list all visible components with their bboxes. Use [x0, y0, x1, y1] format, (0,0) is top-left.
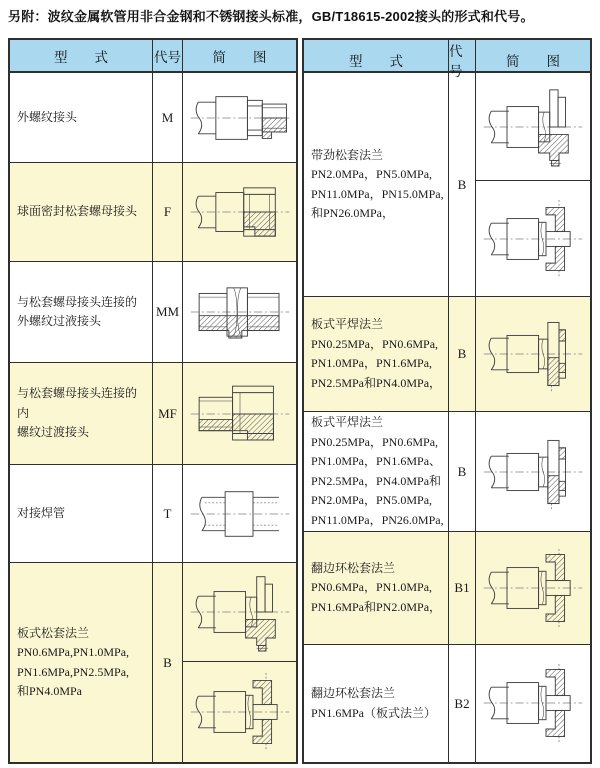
table-row [304, 645, 590, 762]
type-cell [304, 645, 449, 762]
male-male-adapter-diagram [183, 262, 296, 362]
type-line: 带劲松套法兰 [311, 147, 384, 162]
spherical-loose-nut-fitting-diagram [183, 163, 296, 261]
header-diagram: 简 图 [212, 49, 267, 65]
male-female-adapter-diagram [183, 363, 296, 464]
table-row [304, 532, 590, 645]
type-line: PN11.0MPa，PN26.0MPa, [311, 512, 444, 527]
type-line: PN1.6MPa,PN2.5MPa, [17, 664, 130, 679]
neck-loose-flange-front-diagram [476, 73, 590, 180]
plate-loose-flange-front-diagram [183, 563, 296, 661]
type-line: PN0.6MPa，PN1.0MPa, [311, 580, 433, 595]
type-line: PN2.0MPa，PN5.0MPa, [311, 493, 433, 507]
diagram-cell [183, 465, 296, 562]
type-cell [304, 73, 449, 296]
tables-wrap [8, 38, 592, 764]
diagram-cell [183, 262, 296, 362]
fitting-table-left [8, 38, 298, 764]
type-cell [10, 563, 153, 762]
diagram-cell [476, 412, 590, 531]
table-row [304, 297, 590, 412]
type-line: PN1.6MPa和PN2.0MPa， [311, 599, 442, 614]
page-note: 另附：波纹金属软管用非合金钢和不锈钢接头标准，GB/T18615-2002接头的形式和代号。 [8, 9, 534, 24]
plate-weld-flange-diagram [476, 412, 590, 531]
diagram-cell [183, 163, 296, 261]
type-line: 板式松套法兰 [17, 625, 90, 640]
type-line: 外螺纹过液接头 [17, 314, 102, 328]
code-cell: B [449, 412, 476, 531]
table-row [10, 465, 296, 563]
table-row [10, 163, 296, 262]
table-left-body [10, 73, 296, 762]
type-cell [10, 363, 153, 464]
type-cell [10, 262, 153, 362]
type-line: PN2.0MPa，PN5.0MPa, [311, 167, 433, 181]
type-line: PN2.5MPa，PN4.0MPa和 [311, 473, 442, 488]
type-line: 翻边环松套法兰 [311, 686, 396, 700]
header-code: 代号 [449, 40, 476, 80]
type-line: 与松套螺母接头连接的内 [17, 386, 138, 420]
diagram-cell [476, 73, 590, 296]
code-cell: B [449, 297, 476, 411]
type-line: 和PN4.0MPa [17, 684, 83, 698]
type-cell [10, 163, 153, 261]
table-right-header [304, 40, 590, 79]
type-line: 与松套螺母接头连接的 [17, 294, 138, 309]
type-line: 螺纹过渡接头 [17, 425, 90, 440]
type-line: 板式平焊法兰 [311, 415, 384, 429]
code-cell: MM [153, 262, 183, 362]
lapped-loose-flange-diagram [476, 532, 590, 644]
diagram-cell [183, 563, 296, 762]
type-line: PN2.5MPa和PN4.0MPa， [311, 375, 442, 390]
type-line: PN1.0MPa，PN1.6MPa、 [311, 454, 442, 468]
type-line: PN0.25MPa，PN0.6MPa, [311, 434, 439, 449]
type-line: PN1.6MPa（板式法兰） [311, 705, 437, 720]
type-line: PN0.25MPa，PN0.6MPa, [311, 336, 439, 351]
code-cell: M [153, 73, 183, 162]
code-cell: B [449, 73, 476, 296]
neck-loose-flange-back-diagram [476, 180, 590, 296]
type-cell [304, 412, 449, 531]
code-cell: B2 [449, 645, 476, 762]
diagram-cell [183, 363, 296, 464]
type-line: 翻边环松套法兰 [311, 560, 396, 575]
table-row [10, 73, 296, 163]
type-line: 板式平焊法兰 [311, 317, 384, 331]
header-diagram: 简 图 [506, 54, 560, 69]
diagram-cell [476, 297, 590, 411]
lapped-loose-flange-diagram [476, 645, 590, 761]
type-cell [304, 532, 449, 644]
table-left-header [10, 40, 296, 73]
header-type: 型 式 [10, 40, 153, 71]
plate-weld-flange-diagram [476, 297, 590, 411]
header-type: 型 式 [304, 40, 449, 80]
table-row [10, 563, 296, 762]
type-line: PN1.0MPa，PN1.6MPa, [311, 356, 433, 370]
code-cell: MF [153, 363, 183, 464]
header-code: 代号 [153, 40, 183, 71]
type-line: PN0.6MPa,PN1.0MPa, [17, 645, 130, 659]
diagram-cell [476, 645, 590, 762]
code-cell: T [153, 465, 183, 562]
type-line: 球面密封松套螺母接头 [17, 204, 138, 219]
fitting-table-right [302, 38, 592, 764]
table-row [10, 363, 296, 465]
male-thread-fitting-diagram [183, 73, 296, 162]
type-cell [10, 465, 153, 562]
type-cell [304, 297, 449, 411]
type-line: PN11.0MPa，PN15.0MPa, [311, 186, 444, 201]
type-line: 对接焊管 [17, 505, 66, 520]
type-cell [10, 73, 153, 162]
code-cell: B [153, 563, 183, 762]
code-cell: F [153, 163, 183, 261]
code-cell: B1 [449, 532, 476, 644]
table-row [10, 262, 296, 363]
table-row [304, 73, 590, 297]
table-row [304, 412, 590, 532]
diagram-cell [183, 73, 296, 162]
plate-loose-flange-back-diagram [183, 661, 296, 761]
type-line: 和PN26.0MPa， [311, 206, 395, 220]
butt-weld-pipe-diagram [183, 465, 296, 562]
table-right-body [304, 73, 590, 762]
type-line: 外螺纹接头 [17, 109, 78, 124]
diagram-cell [476, 532, 590, 644]
